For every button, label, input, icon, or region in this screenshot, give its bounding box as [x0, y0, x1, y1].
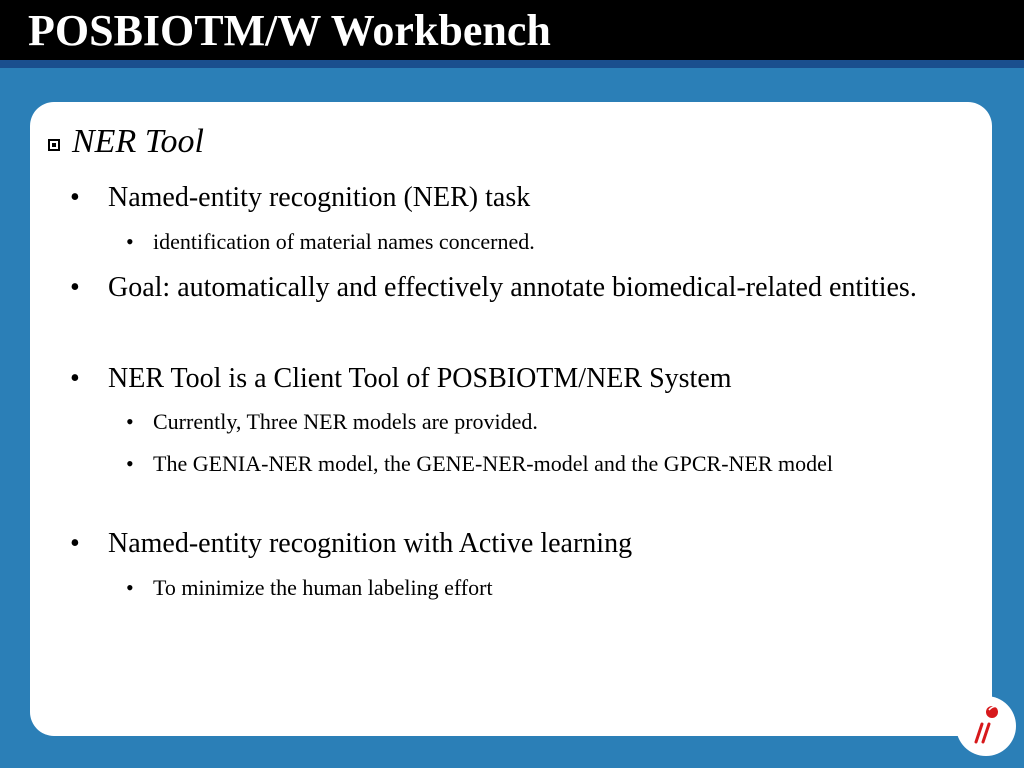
bullet-dot: • [70, 182, 80, 213]
bullet-text: Named-entity recognition (NER) task [108, 182, 531, 213]
slide-title: POSBIOTM/W Workbench [28, 6, 551, 55]
section-heading [48, 120, 204, 164]
logo-mark-icon [956, 696, 1016, 756]
sub-bullet-dot: • [126, 575, 134, 600]
sub-bullet-text: identification of material names concerned. [153, 229, 535, 254]
sub-bullet-dot: • [126, 451, 134, 476]
square-bullet-icon [48, 139, 60, 151]
title-bar [0, 0, 1024, 60]
bullet-text: Named-entity recognition with Active learning [108, 528, 633, 559]
bullet-text: Goal: automatically and effectively annotate biomedical-related entities. [108, 272, 917, 303]
bullet-dot: • [70, 363, 80, 394]
title-underline [0, 60, 1024, 68]
bullet-text: NER Tool is a Client Tool of POSBIOTM/NER System [108, 363, 732, 394]
sub-bullet-dot: • [126, 229, 134, 254]
logo-icon [956, 696, 1016, 756]
sub-bullet-text: To minimize the human labeling effort [153, 575, 493, 600]
sub-bullet-text: The GENIA-NER model, the GENE-NER-model and the GPCR-NER model [153, 451, 834, 476]
section-title: NER Tool [72, 123, 204, 160]
sub-bullet-dot: • [126, 409, 134, 434]
sub-bullet-text: Currently, Three NER models are provided. [153, 409, 538, 434]
bullet-dot: • [70, 272, 80, 303]
bullet-dot: • [70, 528, 80, 559]
